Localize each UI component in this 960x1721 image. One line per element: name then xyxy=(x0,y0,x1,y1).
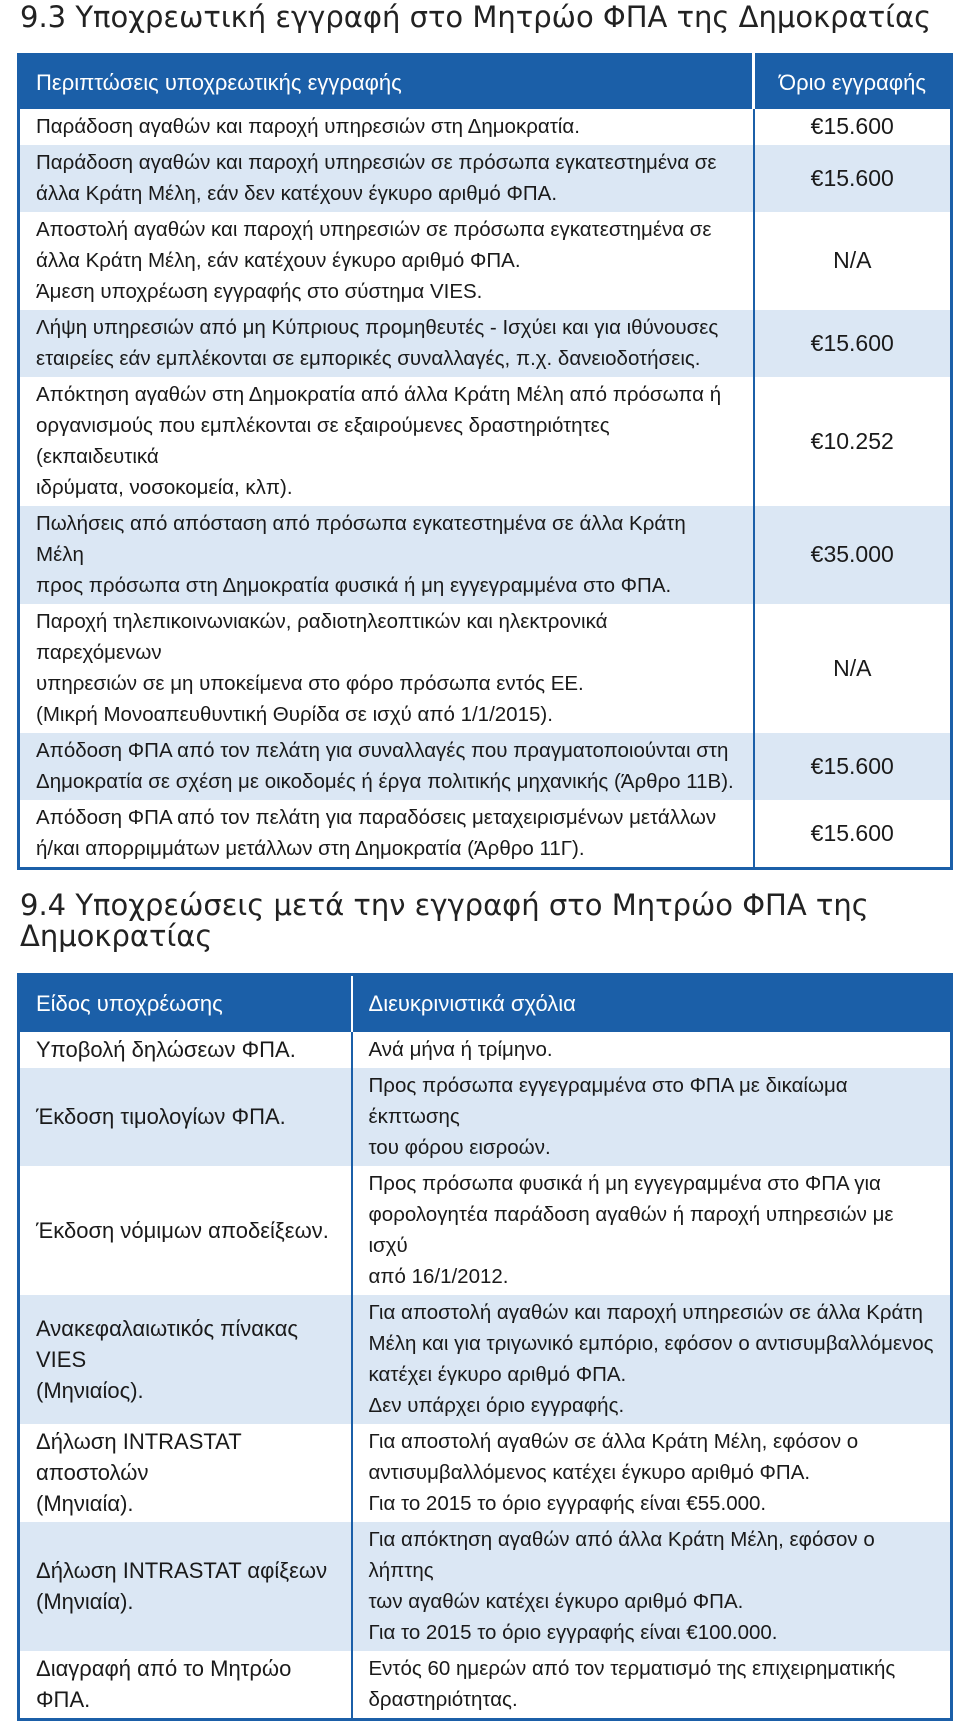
table-row xyxy=(19,377,952,506)
cell-line: προς πρόσωπα στη Δημοκρατία φυσικά ή μη εγγεγραμμένα στο ΦΠΑ. xyxy=(36,574,672,597)
registration-case xyxy=(19,145,754,212)
table-row xyxy=(19,1522,952,1651)
cell-line: οργανισμούς που εμπλέκονται σε εξαιρούμενες δραστηριότητες (εκπαιδευτικά xyxy=(36,414,610,468)
table-row xyxy=(19,800,952,869)
cell-line: Για το 2015 το όριο εγγραφής είναι €100.000. xyxy=(368,1621,778,1644)
cell-line: Δεν υπάρχει όριο εγγραφής. xyxy=(368,1394,625,1417)
table-row xyxy=(19,212,952,310)
obligation-type xyxy=(19,1651,352,1720)
cell-line: Δημοκρατία σε σχέση με οικοδομές ή έργα πολιτικής μηχανικής (Άρθρο 11Β). xyxy=(36,770,734,793)
column-header-limit: Όριο εγγραφής xyxy=(754,55,952,110)
obligation-type xyxy=(19,1424,352,1522)
obligation-type xyxy=(19,1068,352,1166)
column-header-notes: Διευκρινιστικά σχόλια xyxy=(352,975,952,1033)
section-9-4-title: 9.4 Υποχρεώσεις μετά την εγγραφή στο Μητρώο ΦΠΑ της Δημοκρατίας xyxy=(20,888,869,953)
cell-line: (Μικρή Μονοαπευθυντική Θυρίδα σε ισχύ από 1/1/2015). xyxy=(36,703,553,726)
obligation-notes xyxy=(352,1651,952,1720)
registration-case xyxy=(19,310,754,377)
cell-line: Απόδοση ΦΠΑ από τον πελάτη για συναλλαγές που πραγματοποιούνται στη xyxy=(36,739,729,762)
cell-line: άλλα Κράτη Μέλη, εάν κατέχουν έγκυρο αριθμό ΦΠΑ. xyxy=(36,249,521,272)
table-row xyxy=(19,604,952,733)
registration-limit: N/A xyxy=(754,212,952,310)
cell-line: υπηρεσιών σε μη υποκείμενα στο φόρο πρόσωπα εντός ΕΕ. xyxy=(36,672,584,695)
cell-line: Λήψη υπηρεσιών από μη Κύπριους προμηθευτές - Ισχύει και για ιθύνουσες xyxy=(36,316,719,339)
obligation-notes xyxy=(352,1424,952,1522)
column-header-cases: Περιπτώσεις υποχρεωτικής εγγραφής xyxy=(19,55,754,110)
cell-line: Εντός 60 ημερών από τον τερματισμό της επιχειρηματικής xyxy=(368,1657,896,1680)
obligation-type xyxy=(19,1166,352,1295)
registration-limit: €15.600 xyxy=(754,109,952,145)
table-row xyxy=(19,1424,952,1522)
cell-line: Έκδοση νόμιμων αποδείξεων. xyxy=(36,1217,329,1243)
cell-line: Για αποστολή αγαθών και παροχή υπηρεσιών σε άλλα Κράτη xyxy=(368,1301,923,1324)
cell-line: από 16/1/2012. xyxy=(368,1265,509,1288)
cell-line: Μέλη και για τριγωνικό εμπόριο, εφόσον ο αντισυμβαλλόμενος xyxy=(368,1332,934,1355)
section-9-3-title: 9.3 Υποχρεωτική εγγραφή στο Μητρώο ΦΠΑ της Δημοκρατίας xyxy=(20,0,932,34)
cell-line: Δήλωση INTRASTAT αφίξεων xyxy=(36,1558,328,1583)
table-row xyxy=(19,1166,952,1295)
obligation-notes xyxy=(352,1166,952,1295)
obligation-notes xyxy=(352,1295,952,1424)
registration-limit: €15.600 xyxy=(754,310,952,377)
cell-line: (Μηνιαία). xyxy=(36,1589,134,1614)
table-row xyxy=(19,1651,952,1720)
cell-line: Διαγραφή από το Μητρώο ΦΠΑ. xyxy=(36,1656,292,1712)
table-row xyxy=(19,145,952,212)
obligation-notes xyxy=(352,1068,952,1166)
cell-line: (Μηνιαίος). xyxy=(36,1377,144,1403)
column-header-obligation: Είδος υποχρέωσης xyxy=(19,975,352,1033)
table-row xyxy=(19,310,952,377)
cell-line: Άμεση υποχρέωση εγγραφής στο σύστημα VIES. xyxy=(36,280,483,303)
cell-line: των αγαθών κατέχει έγκυρο αριθμό ΦΠΑ. xyxy=(368,1590,744,1613)
table-row xyxy=(19,109,952,145)
obligation-type xyxy=(19,1295,352,1424)
cell-line: αντισυμβαλλόμενος κατέχει έγκυρο αριθμό ΦΠΑ. xyxy=(368,1461,811,1484)
table-row xyxy=(19,1068,952,1166)
cell-line: Απόκτηση αγαθών στη Δημοκρατία από άλλα Κράτη Μέλη από πρόσωπα ή xyxy=(36,383,722,406)
registration-case xyxy=(19,212,754,310)
cell-line: Αποστολή αγαθών και παροχή υπηρεσιών σε πρόσωπα εγκατεστημένα σε xyxy=(36,218,712,241)
cell-line: Παροχή τηλεπικοινωνιακών, ραδιοτηλεοπτικών και ηλεκτρονικά παρεχόμενων xyxy=(36,610,608,664)
cell-line: Απόδοση ΦΠΑ από τον πελάτη για παραδόσεις μεταχειρισμένων μετάλλων xyxy=(36,806,717,829)
registration-case xyxy=(19,733,754,800)
registration-limit: N/A xyxy=(754,604,952,733)
cell-line: Ανακεφαλαιωτικός πίνακας VIES xyxy=(36,1315,299,1372)
cell-line: του φόρου εισροών. xyxy=(368,1136,551,1159)
mandatory-registration-table xyxy=(17,53,953,870)
table-row xyxy=(19,733,952,800)
cell-line: Ανά μήνα ή τρίμηνο. xyxy=(368,1038,553,1061)
cell-line: Δήλωση INTRASTAT αποστολών xyxy=(36,1429,242,1485)
obligation-notes xyxy=(352,1522,952,1651)
cell-line: (Μηνιαία). xyxy=(36,1491,134,1516)
cell-line: ή/και απορριμμάτων μετάλλων στη Δημοκρατία (Άρθρο 11Γ). xyxy=(36,837,585,860)
cell-line: ιδρύματα, νοσοκομεία, κλπ). xyxy=(36,476,293,499)
cell-line: Προς πρόσωπα φυσικά ή μη εγγεγραμμένα στο ΦΠΑ για xyxy=(368,1172,881,1195)
registration-limit: €10.252 xyxy=(754,377,952,506)
obligation-type xyxy=(19,1032,352,1068)
registration-case xyxy=(19,109,754,145)
registration-case xyxy=(19,506,754,604)
cell-line: Έκδοση τιμολογίων ΦΠΑ. xyxy=(36,1104,286,1129)
table-row xyxy=(19,1032,952,1068)
table-header-row xyxy=(19,975,952,1033)
registration-limit: €15.600 xyxy=(754,145,952,212)
cell-line: Για απόκτηση αγαθών από άλλα Κράτη Μέλη, εφόσον ο λήπτης xyxy=(368,1528,875,1582)
cell-line: δραστηριότητας. xyxy=(368,1688,518,1711)
cell-line: Παράδοση αγαθών και παροχή υπηρεσιών στη Δημοκρατία. xyxy=(36,115,580,138)
registration-case xyxy=(19,800,754,869)
table-row xyxy=(19,506,952,604)
registration-limit: €15.600 xyxy=(754,733,952,800)
table-row xyxy=(19,1295,952,1424)
obligation-type xyxy=(19,1522,352,1651)
cell-line: Για το 2015 το όριο εγγραφής είναι €55.000. xyxy=(368,1492,767,1515)
cell-line: φορολογητέα παράδοση αγαθών ή παροχή υπηρεσιών με ισχύ xyxy=(368,1203,894,1257)
post-registration-obligations-table xyxy=(17,973,953,1721)
registration-limit: €15.600 xyxy=(754,800,952,869)
cell-line: άλλα Κράτη Μέλη, εάν δεν κατέχουν έγκυρο αριθμό ΦΠΑ. xyxy=(36,182,558,205)
registration-case xyxy=(19,604,754,733)
obligation-notes xyxy=(352,1032,952,1068)
cell-line: Προς πρόσωπα εγγεγραμμένα στο ΦΠΑ με δικαίωμα έκπτωσης xyxy=(368,1074,848,1128)
registration-case xyxy=(19,377,754,506)
cell-line: εταιρείες εάν εμπλέκονται σε εμπορικές συναλλαγές, π.χ. δανειοδοτήσεις. xyxy=(36,347,701,370)
cell-line: Πωλήσεις από απόσταση από πρόσωπα εγκατεστημένα σε άλλα Κράτη Μέλη xyxy=(36,512,686,566)
cell-line: Για αποστολή αγαθών σε άλλα Κράτη Μέλη, εφόσον ο xyxy=(368,1430,859,1453)
cell-line: Παράδοση αγαθών και παροχή υπηρεσιών σε πρόσωπα εγκατεστημένα σε xyxy=(36,151,717,174)
table-header-row xyxy=(19,55,952,110)
cell-line: κατέχει έγκυρο αριθμό ΦΠΑ. xyxy=(368,1363,627,1386)
cell-line: Υποβολή δηλώσεων ΦΠΑ. xyxy=(36,1037,296,1062)
registration-limit: €35.000 xyxy=(754,506,952,604)
